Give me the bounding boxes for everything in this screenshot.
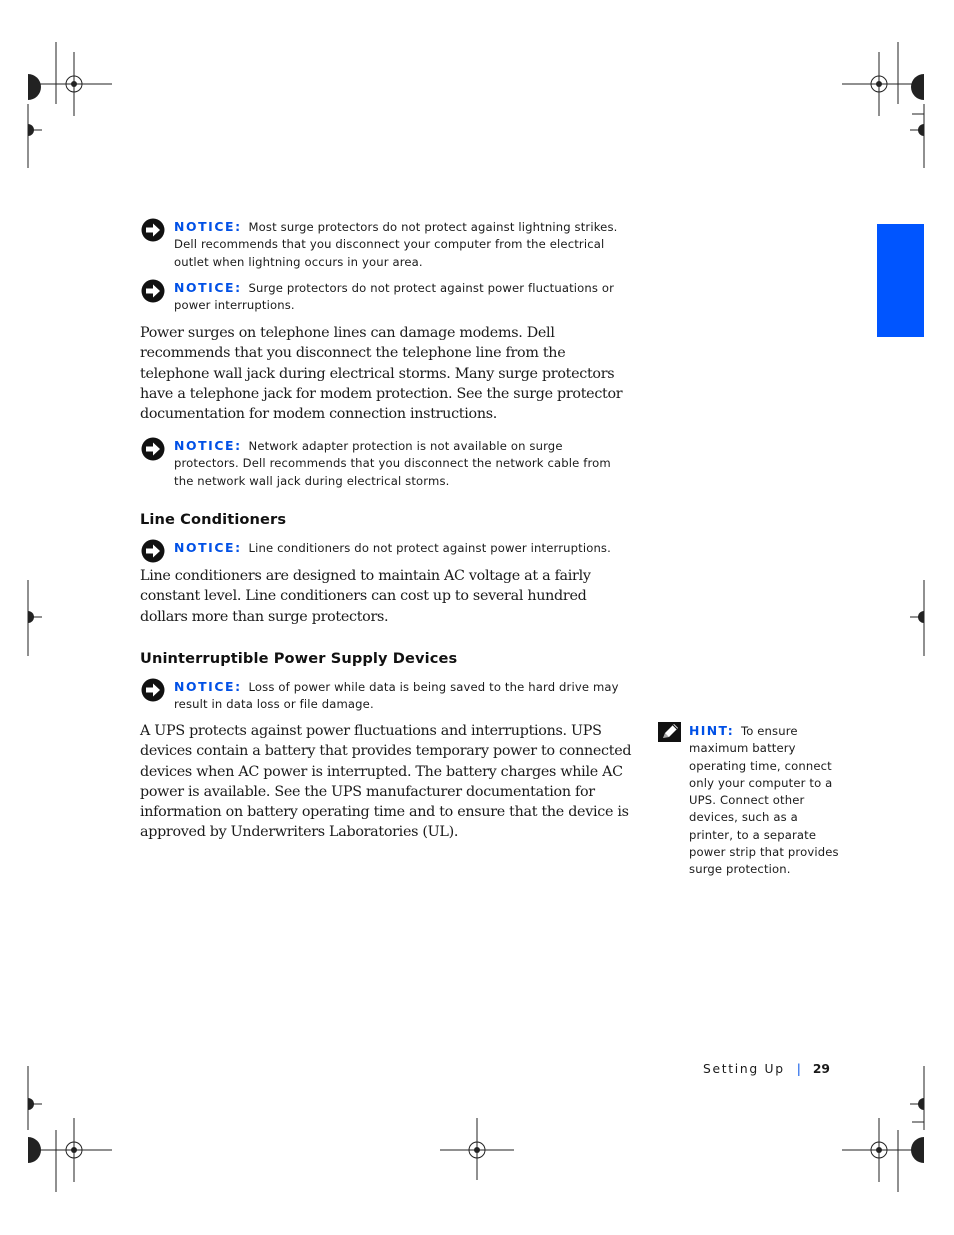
notice-body: Loss of power while data is being saved to the hard drive may result in data loss or file damage. (174, 680, 619, 712)
notice-data-loss (141, 678, 631, 714)
notice-text (174, 279, 631, 315)
hint-label: HINT: (689, 723, 735, 738)
footer-section-title: Setting Up (702, 1062, 785, 1076)
notice-body: Line conditioners do not protect against power interruptions. (248, 541, 611, 555)
notice-text (174, 218, 631, 271)
chapter-thumb-tab (877, 224, 924, 337)
hint-text (689, 722, 843, 879)
notice-arrow-icon (141, 437, 165, 461)
notice-fluctuations (141, 279, 631, 315)
paragraph-ups: A UPS protects against power fluctuations and interruptions. UPS devices contain a battery that provides temporary power to connected devices when AC power is interrupted. The battery charges while AC power is available. See the UPS manufacturer documentation for information on battery operating time and to ensure that the device is approved by Underwriters Laboratories (UL). (140, 723, 632, 841)
notice-line-conditioners (141, 539, 631, 557)
notice-arrow-icon (141, 539, 165, 563)
notice-text (174, 539, 631, 557)
notice-body: Network adapter protection is not available on surge protectors. Dell recommends that you disconnect the network cable from the network wall jack during electrical storms. (174, 439, 611, 488)
heading-ups: Uninterruptible Power Supply Devices (140, 650, 458, 667)
paragraph-telephone-surges: Power surges on telephone lines can damage modems. Dell recommends that you disconnect the telephone line from the telephone wall jack during electrical storms. Many surge protectors have a telephone jack for modem protection. See the surge protector documentation for modem connection instructions. (140, 325, 623, 423)
notice-label: NOTICE: (174, 219, 242, 234)
hint-pencil-icon (658, 722, 681, 742)
notice-network-adapter (141, 437, 631, 490)
notice-lightning (141, 218, 631, 271)
notice-label: NOTICE: (174, 540, 242, 555)
notice-body: Surge protectors do not protect against power fluctuations or power interruptions. (174, 281, 615, 313)
notice-text (174, 678, 631, 714)
notice-arrow-icon (141, 218, 165, 242)
notice-label: NOTICE: (174, 280, 242, 295)
hint-sidebar (658, 722, 843, 879)
notice-body: Most surge protectors do not protect against lightning strikes. Dell recommends that you disconnect your computer from the electrical outlet when lightning occurs in your area. (174, 220, 618, 269)
footer-separator: | (796, 1062, 801, 1076)
heading-line-conditioners: Line Conditioners (140, 511, 287, 528)
paragraph-line-conditioners: Line conditioners are designed to maintain AC voltage at a fairly constant level. Line conditioners can cost up to several hundred dollars more than surge protectors. (140, 568, 591, 625)
page-footer (703, 1062, 830, 1076)
page-number: 29 (812, 1062, 830, 1076)
notice-arrow-icon (141, 279, 165, 303)
notice-label: NOTICE: (174, 679, 242, 694)
hint-body: To ensure maximum battery operating time, connect only your computer to a UPS. Connect other devices, such as a printer, to a separate power strip that provides surge protection. (689, 724, 839, 877)
notice-text (174, 437, 631, 490)
notice-arrow-icon (141, 678, 165, 702)
notice-label: NOTICE: (174, 438, 242, 453)
